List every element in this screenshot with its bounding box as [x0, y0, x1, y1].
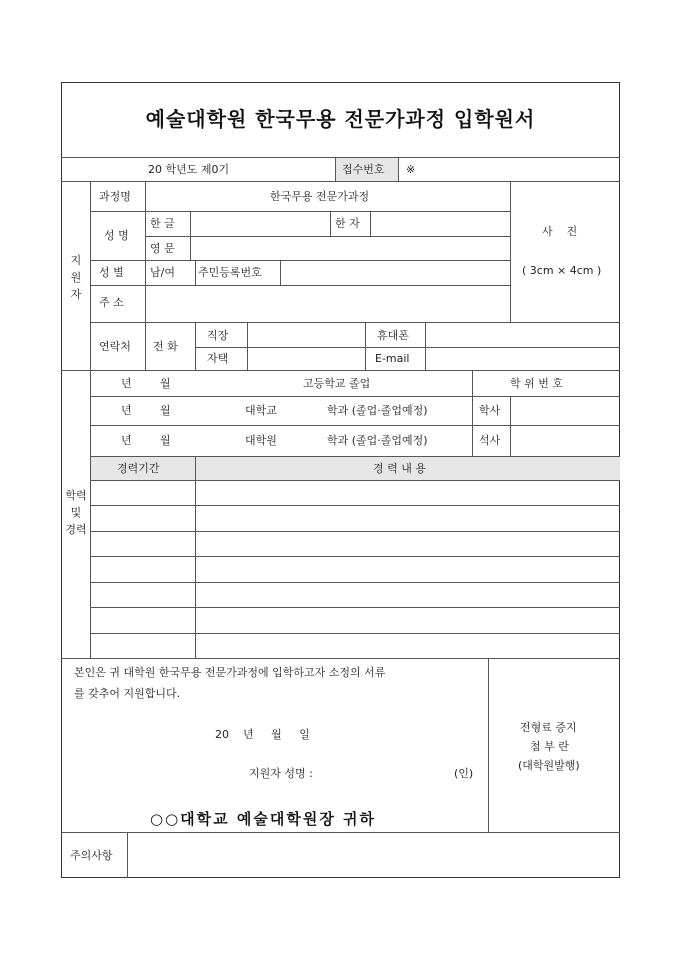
signature-field[interactable] — [335, 762, 450, 782]
name-label: 성 명 — [104, 229, 129, 242]
fee-box-line2: 첨 부 란 — [530, 740, 569, 753]
name-hangul-field[interactable] — [191, 212, 329, 235]
applicant-section-label — [62, 252, 90, 303]
edu-month: 월 — [160, 404, 171, 417]
divider — [90, 456, 620, 457]
divider — [90, 633, 620, 634]
gender-value: 남/여 — [150, 266, 175, 279]
fee-box-line3: (대학원발행) — [518, 759, 580, 772]
education-label-line: 경력 — [65, 523, 87, 536]
receipt-label: 접수번호 — [342, 163, 385, 176]
applicant-label-char: 원 — [70, 271, 82, 284]
photo-label: 사 진 — [542, 225, 578, 238]
career-period-header: 경력기간 — [117, 462, 160, 475]
edu-year: 년 — [121, 377, 132, 390]
degree-bachelor: 학사 — [479, 404, 501, 417]
address-label: 주 소 — [99, 296, 124, 309]
work-phone-field[interactable] — [248, 323, 364, 346]
course-value: 한국무용 전문가과정 — [270, 190, 370, 203]
resident-id-field[interactable] — [281, 261, 509, 284]
contact-label: 연락처 — [99, 340, 131, 353]
course-label: 과정명 — [99, 190, 131, 203]
edu-school: 대학교 — [245, 404, 277, 417]
edu-year: 년 — [121, 404, 132, 417]
divider — [90, 181, 91, 658]
edu-year: 년 — [121, 434, 132, 447]
edu-status: 학과 (졸업·졸업예정) — [327, 404, 428, 417]
receipt-number-field[interactable] — [420, 158, 618, 180]
notes-label: 주의사항 — [70, 849, 113, 862]
divider — [90, 582, 620, 583]
work-phone-label: 직장 — [207, 329, 229, 342]
divider — [398, 157, 399, 181]
divider — [365, 322, 366, 370]
email-field[interactable] — [426, 348, 618, 369]
declaration-line1: 본인은 귀 대학원 한국무용 전문가과정에 입학하고자 소정의 서류 — [74, 666, 386, 679]
name-hanja-field[interactable] — [371, 212, 509, 235]
divider — [145, 181, 146, 370]
signature-label: 지원자 성명 : — [249, 767, 313, 780]
hanja-label: 한 자 — [335, 217, 360, 230]
home-phone-label: 자택 — [207, 352, 229, 365]
notes-field[interactable] — [128, 833, 618, 876]
divider — [330, 211, 331, 236]
form-title: 예술대학원 한국무용 전문가과정 입학원서 — [145, 107, 536, 131]
gender-label: 성 별 — [99, 266, 124, 279]
degree-number-master-field[interactable] — [511, 426, 618, 455]
name-english-field[interactable] — [191, 237, 509, 259]
edu-school: 대학원 — [245, 434, 277, 447]
photo-size: ( 3cm × 4cm ) — [522, 264, 602, 277]
phone-label: 전 화 — [153, 340, 178, 353]
divider — [61, 370, 620, 371]
home-phone-field[interactable] — [248, 348, 364, 369]
addressee: ○○대학교 예술대학원장 귀하 — [150, 810, 377, 828]
divider — [90, 607, 620, 608]
resident-id-label: 주민등록번호 — [198, 266, 262, 279]
edu-month: 월 — [160, 434, 171, 447]
career-content-header: 경 력 내 용 — [373, 462, 426, 475]
divider — [488, 658, 489, 832]
email-label: E-mail — [375, 352, 410, 365]
career-header-shade — [90, 457, 620, 480]
receipt-mark: ※ — [406, 163, 416, 176]
english-label: 영 문 — [150, 242, 175, 255]
term-text: 20 학년도 제0기 — [148, 163, 230, 176]
divider — [61, 658, 620, 659]
edu-school: 고등학교 졸업 — [303, 377, 371, 390]
divider — [90, 480, 620, 481]
applicant-label-char: 자 — [70, 288, 82, 301]
divider — [195, 456, 196, 658]
divider — [90, 505, 620, 506]
declaration-line2: 를 갖추어 지원합니다. — [74, 687, 181, 700]
seal-mark: (인) — [454, 767, 474, 780]
degree-master: 석사 — [479, 434, 501, 447]
divider — [472, 370, 473, 456]
declaration-date: 20 년 월 일 — [215, 728, 310, 741]
education-label-line: 및 — [70, 506, 82, 519]
divider — [195, 260, 196, 285]
education-label-line: 학력 — [65, 489, 87, 502]
divider — [90, 531, 620, 532]
hangul-label: 한 글 — [150, 217, 175, 230]
divider — [335, 157, 336, 181]
fee-box-line1: 전형료 증지 — [520, 721, 577, 734]
divider — [510, 181, 511, 322]
degree-number-bachelor-field[interactable] — [511, 397, 618, 424]
edu-status: 학과 (졸업·졸업예정) — [327, 434, 428, 447]
mobile-field[interactable] — [426, 323, 618, 346]
divider — [90, 556, 620, 557]
applicant-label-char: 지 — [70, 254, 82, 267]
edu-month: 월 — [160, 377, 171, 390]
divider — [195, 322, 196, 370]
degree-header: 학 위 번 호 — [510, 377, 563, 390]
education-section-label — [61, 487, 91, 538]
mobile-label: 휴대폰 — [377, 329, 409, 342]
address-field[interactable] — [146, 286, 509, 321]
